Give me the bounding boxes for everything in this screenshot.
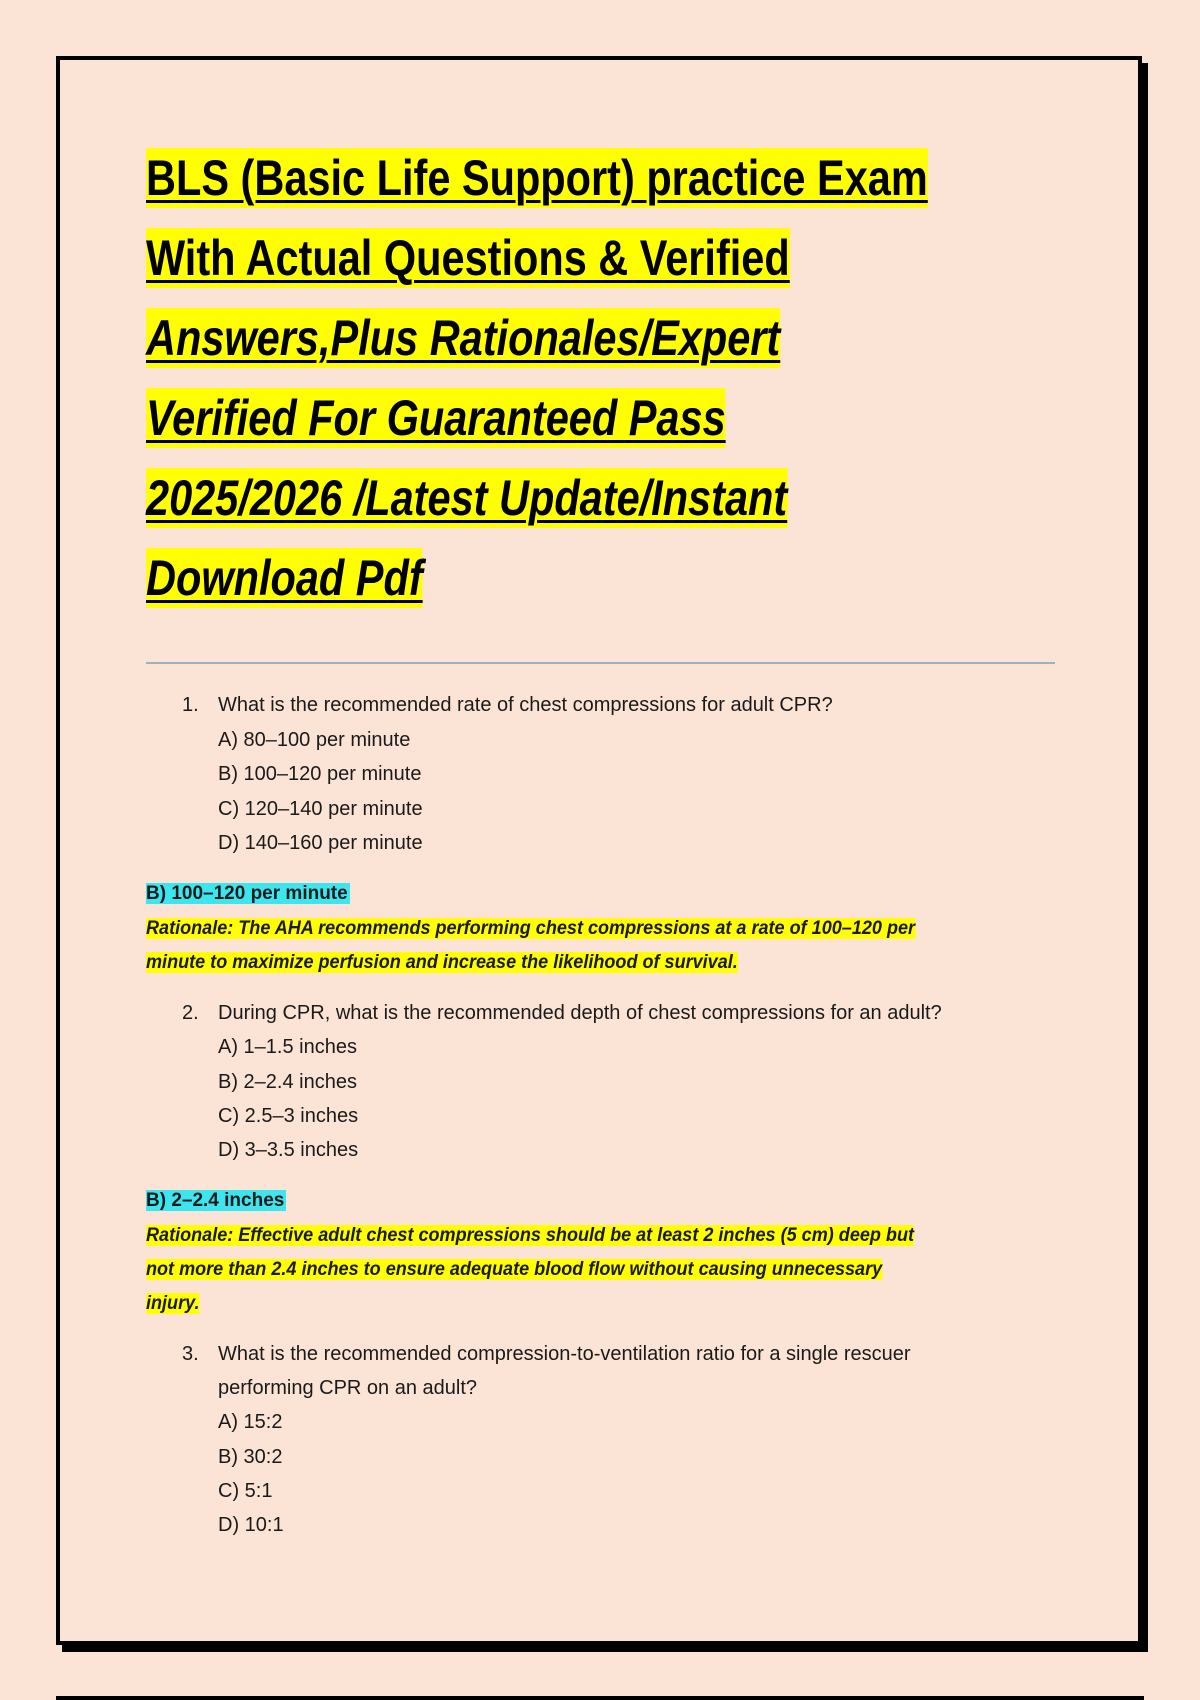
title-line: With Actual Questions & Verified [146,230,790,286]
option: A) 1–1.5 inches [218,1036,357,1058]
option: A) 15:2 [218,1411,283,1433]
question-number: 1. [182,694,199,716]
question-text: What is the recommended compression-to-ventilation ratio for a single rescuer [218,1343,911,1365]
question-number: 3. [182,1343,199,1365]
option: B) 30:2 [218,1446,283,1468]
next-page-edge [56,1696,1144,1700]
option: B) 2–2.4 inches [218,1071,357,1093]
rationale-line: Rationale: The AHA recommends performing chest compressions at a rate of 100–120 per [146,918,916,939]
option: B) 100–120 per minute [218,763,422,785]
option: C) 120–140 per minute [218,798,423,820]
option: D) 10:1 [218,1514,284,1536]
answer: B) 2–2.4 inches [146,1190,285,1211]
question-number: 2. [182,1002,199,1024]
rationale-line: minute to maximize perfusion and increase the likelihood of survival. [146,952,738,973]
option: C) 5:1 [218,1480,273,1502]
rationale-line: not more than 2.4 inches to ensure adequate blood flow without causing unnecessary [146,1259,883,1280]
option: D) 3–3.5 inches [218,1139,359,1161]
title-line: Download Pdf [146,550,423,606]
title-line: Verified For Guaranteed Pass [146,390,726,446]
option: C) 2.5–3 inches [218,1105,359,1127]
title-line: BLS (Basic Life Support) practice Exam [146,150,928,206]
question-text: During CPR, what is the recommended depth of chest compressions for an adult? [218,1002,942,1024]
answer: B) 100–120 per minute [146,883,348,904]
option: D) 140–160 per minute [218,832,423,854]
title-line: 2025/2026 /Latest Update/Instant [146,470,788,526]
rationale-line: Rationale: Effective adult chest compressions should be at least 2 inches (5 cm) deep but [146,1225,915,1246]
question-text: What is the recommended rate of chest compressions for adult CPR? [218,694,833,716]
option: A) 80–100 per minute [218,729,411,751]
rationale-line: injury. [146,1293,200,1314]
title-line: Answers,Plus Rationales/Expert [146,310,781,366]
divider [146,662,1055,664]
question-text: performing CPR on an adult? [218,1377,478,1399]
